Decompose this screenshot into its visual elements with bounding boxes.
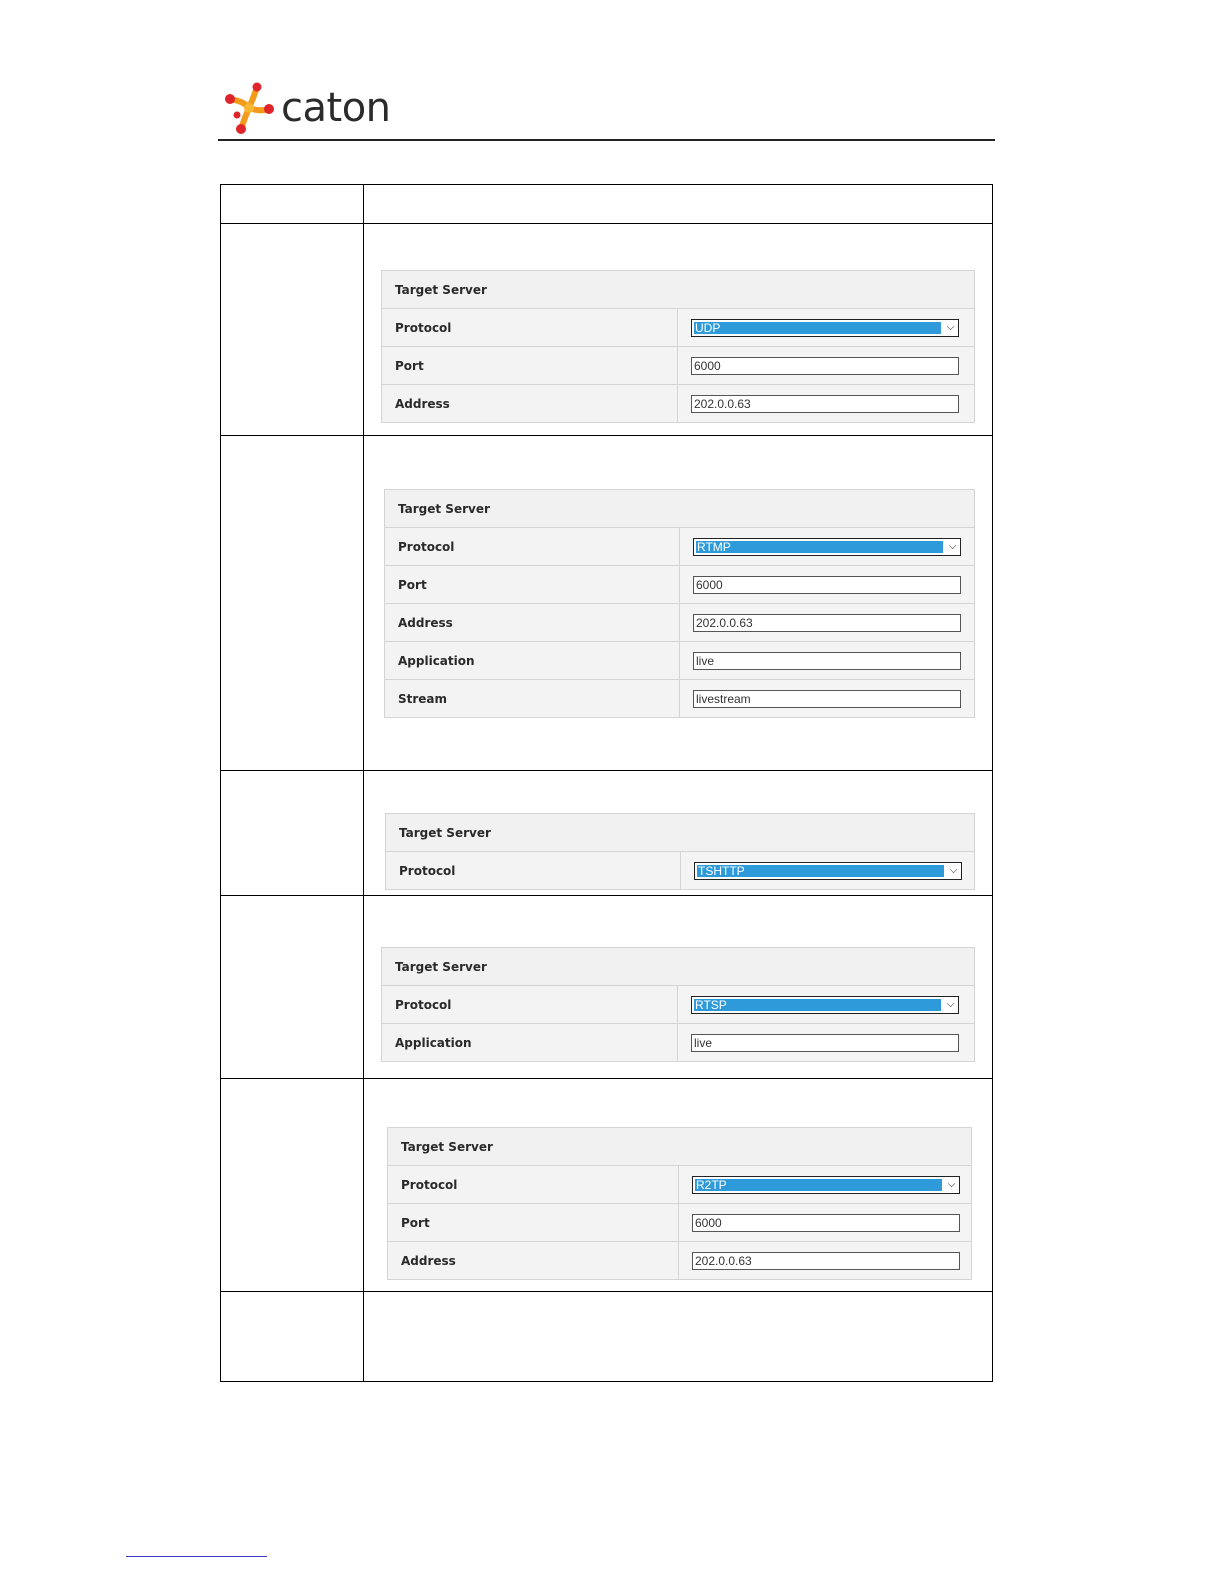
application-label: Application xyxy=(385,642,680,680)
port-input[interactable]: 6000 xyxy=(691,357,959,375)
brand-name: caton xyxy=(281,84,391,131)
protocol-select[interactable] xyxy=(691,319,959,337)
protocol-label: Protocol xyxy=(386,852,681,890)
table-cell xyxy=(221,436,364,771)
table-cell xyxy=(364,771,993,896)
header-divider xyxy=(218,139,995,141)
table-cell xyxy=(221,896,364,1079)
address-label: Address xyxy=(382,385,678,423)
table-cell xyxy=(364,1079,993,1292)
application-label: Application xyxy=(382,1024,678,1062)
protocol-select-value: RTMP xyxy=(696,541,943,553)
application-input[interactable]: live xyxy=(691,1034,959,1052)
target-server-panel-tshttp xyxy=(385,813,975,890)
footer-link-underline[interactable] xyxy=(126,1556,267,1557)
table-cell xyxy=(221,1079,364,1292)
protocol-select-value: UDP xyxy=(694,322,941,334)
document-table xyxy=(220,184,993,1382)
chevron-down-icon[interactable]: ⌵ xyxy=(948,541,957,552)
stream-input[interactable]: livestream xyxy=(693,690,961,708)
table-header-row xyxy=(221,185,993,224)
table-row-r2tp xyxy=(221,1079,993,1292)
protocol-select[interactable] xyxy=(692,1176,960,1194)
table-cell xyxy=(364,1292,993,1382)
protocol-label: Protocol xyxy=(382,986,678,1024)
port-label: Port xyxy=(382,347,678,385)
address-label: Address xyxy=(388,1242,679,1280)
stream-label: Stream xyxy=(385,680,680,718)
protocol-label: Protocol xyxy=(388,1166,679,1204)
protocol-label: Protocol xyxy=(382,309,678,347)
address-label: Address xyxy=(385,604,680,642)
protocol-label: Protocol xyxy=(385,528,680,566)
chevron-down-icon[interactable]: ⌵ xyxy=(946,999,955,1010)
table-row-udp xyxy=(221,224,993,436)
table-cell xyxy=(221,224,364,436)
table-row-rtmp xyxy=(221,436,993,771)
chevron-down-icon[interactable]: ⌵ xyxy=(946,322,955,333)
protocol-select-value: RTSP xyxy=(694,999,941,1011)
table-row-rtsp xyxy=(221,896,993,1079)
table-cell xyxy=(364,436,993,771)
panel-title: Target Server xyxy=(382,271,975,309)
table-cell xyxy=(364,224,993,436)
protocol-select[interactable] xyxy=(693,538,961,556)
protocol-select-value: R2TP xyxy=(695,1179,942,1191)
port-label: Port xyxy=(388,1204,679,1242)
table-cell xyxy=(221,185,364,224)
chevron-down-icon[interactable]: ⌵ xyxy=(949,865,958,876)
port-input[interactable]: 6000 xyxy=(693,576,961,594)
target-server-panel-rtmp xyxy=(384,489,975,718)
target-server-panel-udp xyxy=(381,270,975,423)
brand-logo xyxy=(223,80,391,135)
target-server-panel-r2tp xyxy=(387,1127,972,1280)
address-input[interactable]: 202.0.0.63 xyxy=(693,614,961,632)
table-cell xyxy=(364,896,993,1079)
protocol-select[interactable] xyxy=(694,862,962,880)
panel-title: Target Server xyxy=(386,814,975,852)
table-row-tshttp xyxy=(221,771,993,896)
protocol-select[interactable] xyxy=(691,996,959,1014)
port-label: Port xyxy=(385,566,680,604)
table-cell xyxy=(221,1292,364,1382)
address-input[interactable]: 202.0.0.63 xyxy=(692,1252,960,1270)
panel-title: Target Server xyxy=(382,948,975,986)
port-input[interactable]: 6000 xyxy=(692,1214,960,1232)
application-input[interactable]: live xyxy=(693,652,961,670)
caton-molecule-icon xyxy=(223,81,275,135)
panel-title: Target Server xyxy=(385,490,975,528)
panel-title: Target Server xyxy=(388,1128,972,1166)
table-cell xyxy=(364,185,993,224)
protocol-select-value: TSHTTP xyxy=(697,865,944,877)
chevron-down-icon[interactable]: ⌵ xyxy=(947,1179,956,1190)
address-input[interactable]: 202.0.0.63 xyxy=(691,395,959,413)
table-cell xyxy=(221,771,364,896)
target-server-panel-rtsp xyxy=(381,947,975,1062)
table-row xyxy=(221,1292,993,1382)
